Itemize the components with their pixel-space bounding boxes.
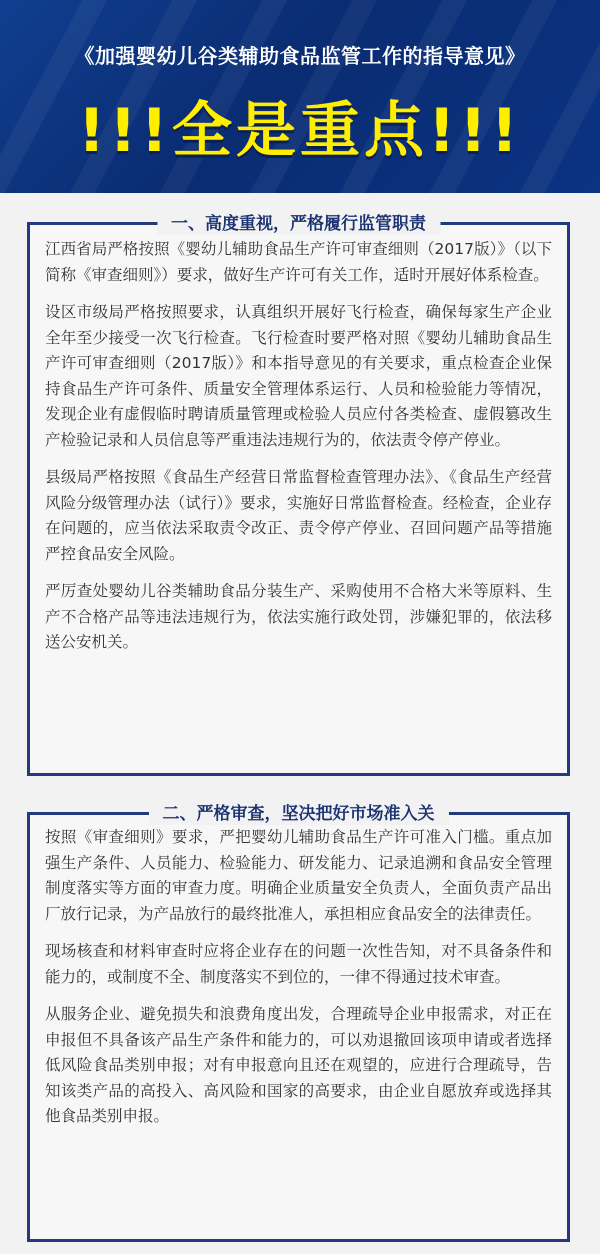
section-title: 二、严格审查，坚决把好市场准入关 — [149, 803, 449, 825]
section-title: 一、高度重视，严格履行监管职责 — [157, 213, 440, 235]
paragraph: 县级局严格按照《食品生产经营日常监督检查管理办法》、《食品生产经营风险分级管理办法（试行）》要求，实施好日常监督检查。经检查，企业存在问题的，应当依法采取责令改正、责令停产停业、召回问题产品等措施严控食品安全风险。 — [45, 468, 552, 563]
section-market-access — [27, 804, 570, 1242]
header-banner — [0, 0, 600, 193]
paragraph: 严厉查处婴幼儿谷类辅助食品分装生产、采购使用不合格大米等原料、生产不合格产品等违法违规行为，依法实施行政处罚，涉嫌犯罪的，依法移送公安机关。 — [45, 582, 552, 651]
paragraph: 江西省局严格按照《婴幼儿辅助食品生产许可审查细则（2017版）》（以下简称《审查细则》）要求，做好生产许可有关工作，适时开展好体系检查。 — [45, 240, 552, 284]
paragraph: 按照《审查细则》要求，严把婴幼儿辅助食品生产许可准入门槛。重点加强生产条件、人员能力、检验能力、研发能力、记录追溯和食品安全管理制度落实等方面的审查力度。明确企业质量安全负责人，全面负责产品出厂放行记录，为产品放行的最终批准人，承担相应食品安全的法律责任。 — [45, 828, 552, 923]
paragraph: 现场核查和材料审查时应将企业存在的问题一次性告知，对不具备条件和能力的，或制度不全、制度落实不到位的，一律不得通过技术审查。 — [45, 942, 552, 986]
paragraph: 从服务企业、避免损失和浪费角度出发，合理疏导企业申报需求，对正在申报但不具备该产品生产条件和能力的，可以劝退撤回该项申请或者选择低风险食品类别申报；对有申报意向且还在观望的，应进行合理疏导，告知该类产品的高投入、高风险和国家的高要求，由企业自愿放弃或选择其他食品类别申报。 — [45, 1005, 552, 1125]
section-supervision — [27, 214, 570, 776]
document-title: 《加强婴幼儿谷类辅助食品监管工作的指导意见》 — [74, 44, 526, 68]
paragraph: 设区市级局严格按照要求，认真组织开展好飞行检查，确保每家生产企业全年至少接受一次飞行检查。飞行检查时要严格对照《婴幼儿辅助食品生产许可审查细则（2017版）》和本指导意见的有关要求，重点检查企业保持食品生产许可条件、质量安全管理体系运行、人员和检验能力等情况，发现企业有虚假临时聘请质量管理或检验人员应付各类检查、虚假篡改生产检验记录和人员信息等严重违法违规行为的，依法责令停产停业。 — [45, 303, 552, 449]
slogan: !!!全是重点!!! — [77, 96, 523, 166]
